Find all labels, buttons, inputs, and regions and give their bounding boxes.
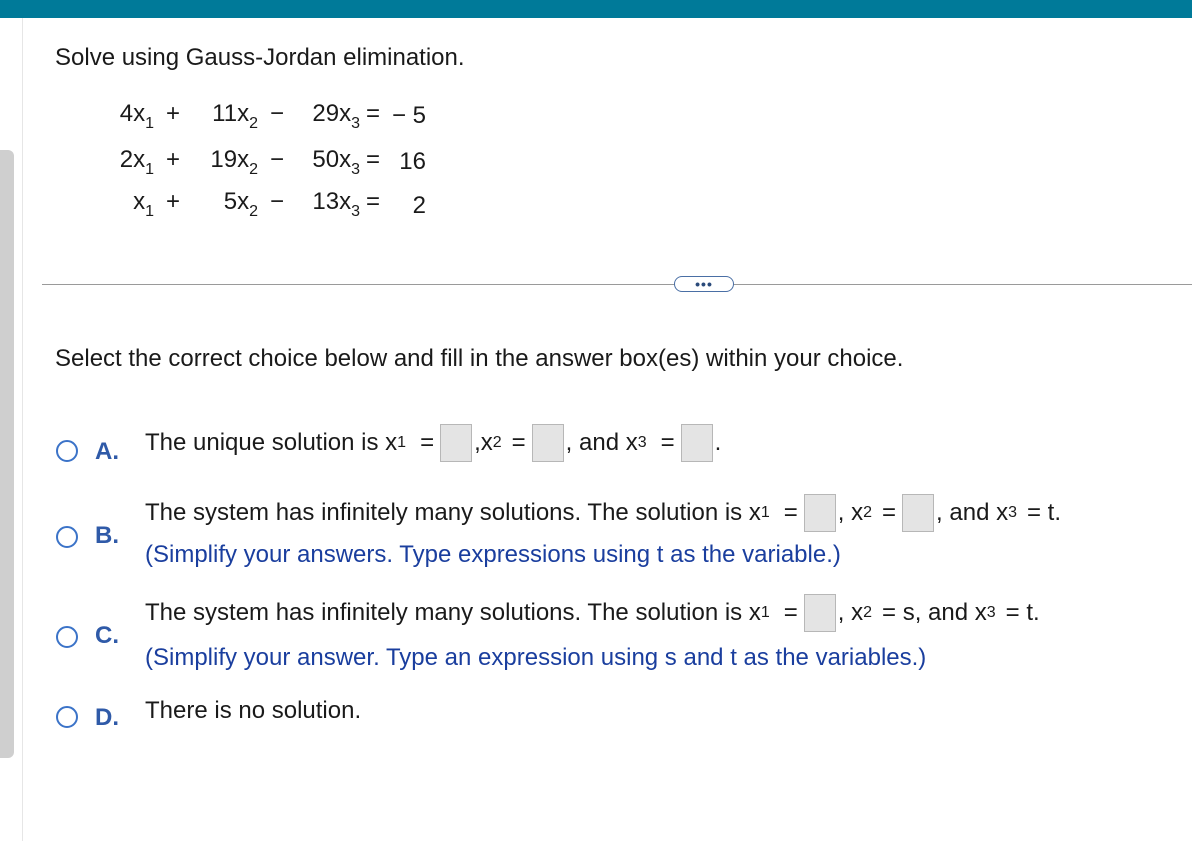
choice-a-eq3: = — [660, 429, 675, 456]
choice-a-end: . — [714, 429, 722, 456]
choice-c-part2: , x — [837, 599, 864, 626]
section-divider — [42, 284, 1192, 285]
eq3-equals: = — [366, 188, 381, 215]
choice-a-letter: A. — [95, 438, 119, 465]
choice-b-hint: (Simplify your answers. Type expressions using t as the variable.) — [145, 541, 841, 568]
choice-a-x1-input[interactable] — [440, 424, 472, 462]
choice-a-text: The unique solution is x 1 = ,x 2 = , and x 3 = . — [145, 422, 721, 464]
eq2-term1: $2x_1$ — [119, 146, 154, 178]
top-bar — [0, 0, 1192, 18]
choice-b-text: The system has infinitely many solutions. The solution is x 1 = , x 2 = , and x 3 = t. — [145, 492, 1061, 534]
eq1-equals: = — [366, 100, 381, 127]
choice-b-letter: B. — [95, 522, 119, 549]
choice-c-hint: (Simplify your answer. Type an expression using s and t as the variables.) — [145, 644, 927, 671]
eq3-term2: $5x_2$ — [223, 188, 258, 220]
eq2-rhs: 16 — [399, 148, 426, 175]
choice-a-eq1: = — [420, 429, 435, 456]
choice-b-part2: , x — [837, 499, 864, 526]
eq2-op2: − — [270, 146, 285, 173]
eq1-op2: − — [270, 100, 285, 127]
eq1-term2: $11x_2$ — [212, 100, 258, 132]
choice-c-end: = t. — [1005, 599, 1040, 626]
choice-b-part1: The system has infinitely many solutions. The solution is x — [145, 499, 761, 526]
more-horizontal-icon[interactable]: ••• — [674, 276, 734, 292]
choice-c-radio[interactable] — [56, 626, 78, 648]
choice-a-part1: The unique solution is x — [145, 429, 398, 456]
choice-b-end: = t. — [1026, 499, 1062, 526]
choice-a-part2: ,x — [474, 429, 493, 456]
left-border-line — [22, 18, 23, 841]
choice-a-part3: , and x — [565, 429, 638, 456]
eq3-rhs: 2 — [412, 192, 426, 219]
eq3-term1: $x_1$ — [133, 188, 154, 220]
choice-c-letter: C. — [95, 622, 119, 649]
eq1-term3: $29x_3$ — [312, 100, 360, 132]
choice-a-x3-input[interactable] — [681, 424, 713, 462]
choice-b-eq1: = — [783, 499, 798, 526]
choice-a-x2-input[interactable] — [532, 424, 564, 462]
eq3-op1: + — [166, 188, 181, 215]
choice-c-text: The system has infinitely many solutions. The solution is x 1 = , x 2 = s, and x 3 = t. — [145, 592, 1040, 634]
choice-d-label: There is no solution. — [145, 697, 362, 724]
choice-b-x2-input[interactable] — [902, 494, 934, 532]
eq1-op1: + — [166, 100, 181, 127]
eq2-term2: $19x_2$ — [210, 146, 258, 178]
choice-c-x1-input[interactable] — [804, 594, 836, 632]
choice-b-part3: , and x — [936, 499, 1009, 526]
eq2-term3: $50x_3$ — [312, 146, 360, 178]
choice-b-eq2: = — [882, 499, 897, 526]
eq1-rhs: − 5 — [391, 102, 426, 129]
eq2-equals: = — [366, 146, 381, 173]
choice-c-eq1: = — [783, 599, 798, 626]
eq3-term3: $13x_3$ — [312, 188, 360, 220]
choice-a-eq2: = — [511, 429, 526, 456]
choice-d-radio[interactable] — [56, 706, 78, 728]
eq1-term1: $4x_1$ — [119, 100, 154, 132]
choice-d-text — [145, 690, 361, 732]
choice-c-part1: The system has infinitely many solutions. The solution is x — [145, 599, 761, 626]
instruction-text: Select the correct choice below and fill in the answer box(es) within your choice. — [55, 345, 904, 372]
choice-a-radio[interactable] — [56, 440, 78, 462]
eq2-op1: + — [166, 146, 181, 173]
choice-b-x1-input[interactable] — [804, 494, 836, 532]
question-title: Solve using Gauss-Jordan elimination. — [55, 44, 465, 71]
choice-b-radio[interactable] — [56, 526, 78, 548]
choice-d-letter: D. — [95, 704, 119, 731]
choice-c-mid: = s, and x — [882, 599, 987, 626]
eq3-op2: − — [270, 188, 285, 215]
left-scrollbar[interactable] — [0, 150, 14, 758]
